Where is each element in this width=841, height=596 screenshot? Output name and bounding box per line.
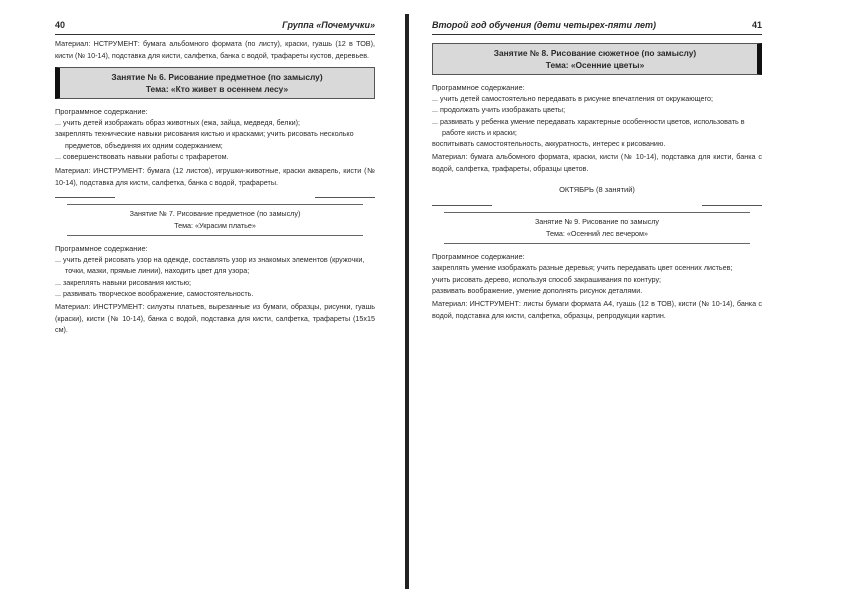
lesson-8-box bbox=[432, 43, 762, 75]
list-item: закреплять технические навыки рисования кистью и красками; учить рисовать несколько предметов, объединяя их одним содержанием; bbox=[55, 129, 354, 150]
right-page-header bbox=[432, 20, 762, 35]
divider bbox=[55, 197, 115, 198]
lesson-9-title: Занятие № 9. Рисование по замыслу bbox=[534, 217, 660, 227]
list-item: ... развивать у ребенка умение передавать характерные особенности цветов, использовать в работе кисть и краски; bbox=[432, 116, 745, 137]
material-paragraph: Материал: бумага альбомного формата, краски, кисти (№ 10-14), подставка для кисти, банка с водой, салфетка, трафареты, образцы цветов. bbox=[432, 152, 762, 173]
lesson-6-title: Занятие № 6. Рисование предметное (по замыслу) bbox=[111, 72, 323, 82]
list-item: ... совершенствовать навыки работы с трафаретом. bbox=[55, 151, 229, 161]
list-item: ... учить детей изображать образ животных (ежа, зайца, медведя, белки); bbox=[55, 118, 300, 127]
running-title-right: Второй год обучения (дети четырех-пяти лет) bbox=[432, 20, 657, 30]
list-item: учить рисовать дерево, используя способ закрашивания по контуру; bbox=[432, 274, 662, 284]
month-heading: ОКТЯБРЬ (8 занятий) bbox=[559, 185, 635, 195]
list-item: ... закреплять навыки рисования кистью; bbox=[55, 277, 192, 287]
list-item: ... учить детей самостоятельно передавать в рисунке впечатления от окружающего; bbox=[432, 94, 713, 103]
lesson-7-box bbox=[67, 204, 363, 236]
list-item: ... продолжать учить изображать цветы; bbox=[432, 105, 566, 115]
lesson-7-theme: Тема: «Украсим платье» bbox=[174, 221, 256, 231]
running-title-left: Группа «Почемучки» bbox=[282, 20, 375, 30]
material-paragraph: Материал: ИНСТРУМЕНТ: листы бумаги формата А4, гуашь (12 в ТОВ), кисти (№ 10-14), банка с водой, подставка для кисти, салфетка, образцы, репродукции картин. bbox=[432, 299, 762, 320]
list-item: закреплять умение изображать разные деревья; учить передавать цвет осенних листьев; bbox=[432, 263, 733, 273]
material-paragraph: Материал: ИНСТРУМЕНТ: силуэты платьев, вырезанные из бумаги, образцы, рисунки, гуашь (краски), кисти (№ 10-14), банка с водой, подставка для кисти, салфетка, трафареты (15х15 см). bbox=[55, 302, 375, 335]
lesson-9-box bbox=[444, 212, 750, 244]
left-page-header bbox=[55, 20, 375, 35]
right-page bbox=[432, 20, 762, 321]
lesson-7-title: Занятие № 7. Рисование предметное (по замыслу) bbox=[129, 209, 301, 219]
section-heading: Программное содержание: bbox=[55, 244, 148, 254]
section-heading: Программное содержание: bbox=[55, 107, 148, 116]
divider bbox=[315, 197, 375, 198]
page-number-right: 41 bbox=[751, 20, 762, 30]
left-page bbox=[55, 20, 375, 336]
page-number-left: 40 bbox=[55, 20, 66, 30]
material-paragraph: Материал: ИНСТРУМЕНТ: бумага (12 листов), игрушки-животные, краски акварель, кисти (№ 10-14), подставка для кисти, салфетка, банка с водой, трафареты. bbox=[55, 166, 375, 187]
lesson-6-box bbox=[55, 67, 375, 99]
list-item: ... учить детей рисовать узор на одежде, составлять узор из знакомых элементов (кружочки, точки, мазки, прямые линии), находить цвет для узора; bbox=[55, 255, 365, 276]
section-heading: Программное содержание: bbox=[432, 252, 525, 262]
lesson-9-theme: Тема: «Осенний лес вечером» bbox=[545, 229, 648, 239]
lesson-8-theme: Тема: «Осенние цветы» bbox=[545, 60, 645, 70]
section-heading: Программное содержание: bbox=[432, 83, 525, 92]
divider bbox=[702, 205, 762, 206]
lesson-8-title: Занятие № 8. Рисование сюжетное (по замыслу) bbox=[493, 48, 697, 58]
lesson-6-theme: Тема: «Кто живет в осеннем лесу» bbox=[145, 84, 289, 94]
book-spine bbox=[405, 14, 409, 589]
list-item: воспитывать самостоятельность, аккуратность, интерес к рисованию. bbox=[432, 139, 666, 149]
list-item: развивать воображение, умение дополнять рисунок деталями. bbox=[432, 286, 643, 296]
list-item: ... развивать творческое воображение, самостоятельность. bbox=[55, 289, 254, 299]
divider bbox=[432, 205, 492, 206]
material-paragraph: Материал: НСТРУМЕНТ: бумага альбомного формата (по листу), краски, гуашь (12 в ТОВ), кисти (№ 10-14), подставка для кисти, салфетка, банка с водой, трафареты кустов, деревьев. bbox=[55, 39, 375, 60]
